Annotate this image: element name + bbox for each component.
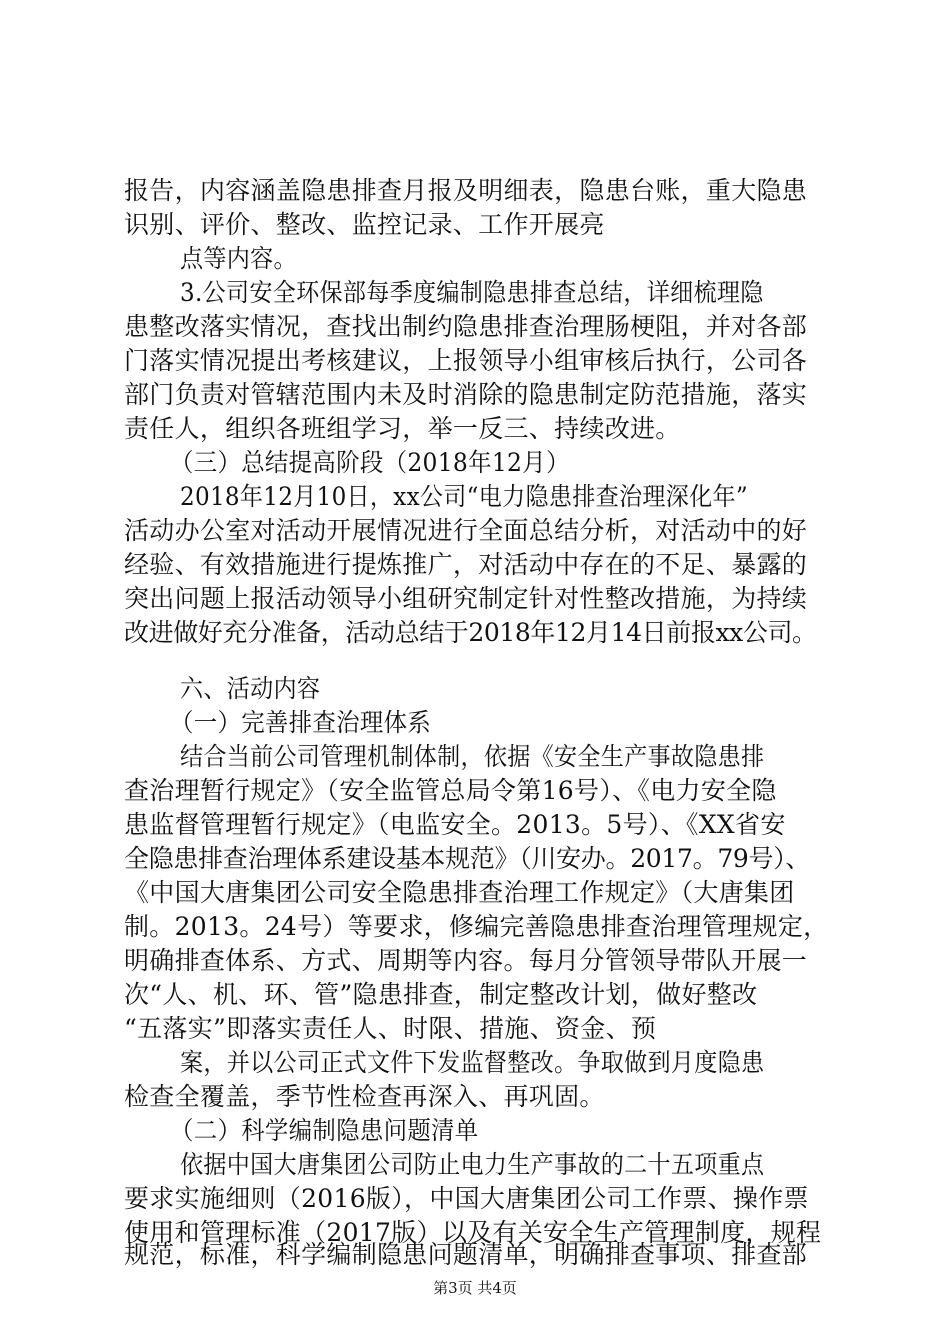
text-line: 2018年12月10日，xx公司“电力隐患排查治理深化年” bbox=[180, 482, 749, 511]
text-line: 使用和管理标准（2017版）以及有关安全生产管理制度，规程 bbox=[124, 1218, 822, 1247]
text-line: 报告，内容涵盖隐患排查月报及明细表，隐患台账，重大隐患 bbox=[124, 176, 808, 205]
text-line: 突出问题上报活动领导小组研究制定针对性整改措施，为持续 bbox=[124, 584, 808, 613]
text-line: 部门负责对管辖范围内未及时消除的隐患制定防范措施，落实 bbox=[124, 380, 808, 409]
section-heading: （三）总结提高阶段（2018年12月） bbox=[170, 448, 570, 477]
text-line: 责任人，组织各班组学习，举一反三、持续改进。 bbox=[124, 414, 681, 443]
page-number-footer: 第3页 共4页 bbox=[433, 1279, 517, 1297]
text-line: 要求实施细则（2016版），中国大唐集团公司工作票、操作票 bbox=[124, 1184, 809, 1213]
text-line: 《中国大唐集团公司安全隐患排查治理工作规定》（大唐集团 bbox=[124, 878, 795, 907]
text-line: 3.公司安全环保部每季度编制隐患排查总结，详细梳理隐 bbox=[180, 278, 764, 307]
text-line: 活动办公室对活动开展情况进行全面总结分析，对活动中的好 bbox=[124, 516, 808, 545]
section-heading: 六、活动内容 bbox=[180, 674, 321, 703]
text-line: 识别、评价、整改、监控记录、工作开展亮 bbox=[124, 210, 605, 239]
text-line: 次“人、机、环、管”隐患排查，制定整改计划，做好整改 bbox=[124, 980, 758, 1009]
text-line: 明确排查体系、方式、周期等内容。每月分管领导带队开展一 bbox=[124, 946, 808, 975]
text-line: 患整改落实情况，查找出制约隐患排查治理肠梗阻，并对各部 bbox=[124, 312, 808, 341]
text-line: 检查全覆盖，季节性检查再深入、再巩固。 bbox=[124, 1082, 605, 1111]
text-line: 改进做好充分准备，活动总结于2018年12月14日前报xx公司。 bbox=[124, 618, 817, 647]
text-line: 结合当前公司管理机制体制，依据《安全生产事故隐患排 bbox=[180, 742, 765, 771]
text-line: 全隐患排查治理体系建设基本规范》（川安办。2017。79号）、 bbox=[124, 844, 811, 873]
section-heading: （二）科学编制隐患问题清单 bbox=[170, 1116, 479, 1145]
text-line: 查治理暂行规定》（安全监管总局令第16号）、《电力安全隐 bbox=[124, 776, 777, 805]
section-heading: （一）完善排查治理体系 bbox=[170, 708, 432, 737]
text-line: 制。2013。24号）等要求，修编完善隐患排查治理管理规定， bbox=[124, 912, 829, 941]
text-line: 患监督管理暂行规定》（电监安全。2013。5号）、《XX省安 bbox=[124, 810, 786, 839]
text-line: 案，并以公司正式文件下发监督整改。争取做到月度隐患 bbox=[180, 1048, 765, 1077]
text-line: 点等内容。 bbox=[180, 244, 297, 273]
text-line: 经验、有效措施进行提炼推广，对活动中存在的不足、暴露的 bbox=[124, 550, 808, 579]
text-line: 规范，标准，科学编制隐患问题清单，明确排查事项、排查部 bbox=[124, 1240, 808, 1269]
text-line: 依据中国大唐集团公司防止电力生产事故的二十五项重点 bbox=[180, 1150, 765, 1179]
text-line: “五落实”即落实责任人、时限、措施、资金、预 bbox=[124, 1014, 657, 1043]
text-line: 门落实情况提出考核建议，上报领导小组审核后执行，公司各 bbox=[124, 346, 808, 375]
